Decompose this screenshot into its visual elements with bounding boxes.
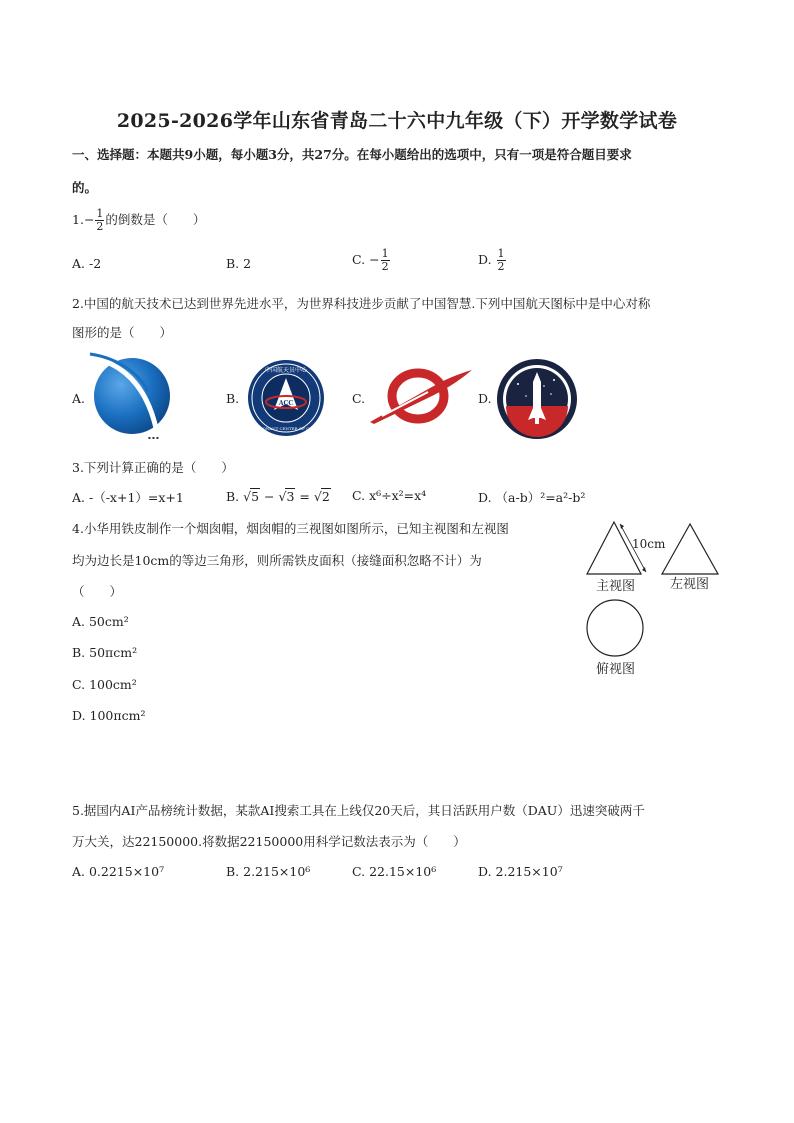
question-4-line3: （ ） bbox=[72, 584, 123, 599]
q5-option-d: D. 2.215×10⁷ bbox=[478, 864, 563, 879]
radicand: 3 bbox=[286, 489, 295, 504]
option-label: C. bbox=[352, 252, 366, 267]
denominator: 2 bbox=[96, 220, 104, 233]
q3-option-b: B. √5 − √3 = √2 bbox=[226, 489, 330, 504]
top-view-circle bbox=[587, 600, 643, 656]
minus-sign: − bbox=[260, 489, 279, 504]
q2-option-b: B. bbox=[226, 391, 240, 406]
dimension-label: 10cm bbox=[632, 537, 666, 551]
left-view-triangle bbox=[662, 524, 718, 574]
q1-option-a: A. -2 bbox=[72, 256, 102, 271]
q1-option-d bbox=[478, 248, 507, 273]
denominator: 2 bbox=[381, 260, 389, 273]
page-title: 2025-2026学年山东省青岛二十六中九年级（下）开学数学试卷 bbox=[116, 110, 678, 132]
left-view-label: 左视图 bbox=[670, 577, 710, 592]
question-4-line1: 4.小华用铁皮制作一个烟囱帽，烟囱帽的三视图如图所示，已知主视图和左视图 bbox=[72, 521, 509, 536]
option-label: D. bbox=[478, 252, 492, 267]
minus-sign: − bbox=[83, 212, 95, 227]
denominator: 2 bbox=[497, 260, 505, 273]
three-view-diagram bbox=[582, 518, 732, 684]
svg-text:▪ ▪ ▪: ▪ ▪ ▪ bbox=[148, 435, 159, 440]
numerator: 1 bbox=[96, 207, 104, 220]
q4-option-c: C. 100cm² bbox=[72, 677, 137, 692]
q2-option-c: C. bbox=[352, 391, 366, 406]
section-header-line1: 一、选择题：本题共9小题，每小题3分，共27分。在每小题给出的选项中，只有一项是符合题目要求 bbox=[72, 147, 632, 162]
equals-sign: = bbox=[295, 489, 314, 504]
q4-option-a: A. 50cm² bbox=[72, 614, 129, 629]
question-2-line1: 2.中国的航天技术已达到世界先进水平，为世界科技进步贡献了中国智慧.下列中国航天图标中是中心对称 bbox=[72, 296, 651, 311]
fraction bbox=[95, 208, 104, 233]
badge-bottom-text: ASTRONAUT CENTER OF CHINA bbox=[251, 426, 321, 431]
globe-logo-icon bbox=[88, 352, 174, 440]
radicand: 5 bbox=[251, 489, 260, 504]
q4-option-d: D. 100πcm² bbox=[72, 708, 146, 723]
question-5-line1: 5.据国内AI产品榜统计数据，某款AI搜索工具在上线仅20天后，其日活跃用户数（DAU）迅速突破两千 bbox=[72, 803, 645, 818]
q3-option-c: C. x⁶÷x²=x⁴ bbox=[352, 488, 427, 503]
question-2-line2: 图形的是（ ） bbox=[72, 325, 173, 340]
top-view-label: 俯视图 bbox=[596, 662, 636, 677]
minus-sign: − bbox=[369, 252, 380, 267]
radicand: 2 bbox=[321, 489, 330, 504]
fraction bbox=[497, 248, 506, 273]
q1-option-b: B. 2 bbox=[226, 256, 252, 271]
question-number: 1. bbox=[72, 212, 84, 227]
question-4-line2: 均为边长是10cm的等边三角形，则所需铁皮面积（接缝面积忽略不计）为 bbox=[72, 553, 482, 568]
astronaut-center-badge-icon bbox=[246, 358, 326, 438]
q5-option-a: A. 0.2215×10⁷ bbox=[72, 864, 165, 879]
question-5-line2: 万大关，达22150000.将数据22150000用科学记数法表示为（ ） bbox=[72, 834, 466, 849]
question-3-stem: 3.下列计算正确的是（ ） bbox=[72, 460, 234, 475]
question-text: 的倒数是（ ） bbox=[105, 212, 206, 227]
q4-option-b: B. 50πcm² bbox=[72, 645, 138, 660]
q5-option-c: C. 22.15×10⁶ bbox=[352, 864, 437, 879]
numerator: 1 bbox=[381, 247, 389, 260]
numerator: 1 bbox=[497, 247, 505, 260]
q5-option-b: B. 2.215×10⁶ bbox=[226, 864, 311, 879]
option-label: B. bbox=[226, 489, 240, 504]
q3-option-d: D. （a-b）²=a²-b² bbox=[478, 490, 586, 505]
section-header-line2: 的。 bbox=[72, 180, 98, 195]
fraction bbox=[381, 248, 390, 273]
q1-option-c bbox=[352, 248, 391, 273]
front-view-label: 主视图 bbox=[596, 579, 636, 594]
question-1-stem bbox=[72, 208, 205, 233]
q3-option-a: A. -（-x+1）=x+1 bbox=[72, 490, 184, 505]
badge-top-text: 中国航天员中心 bbox=[264, 367, 308, 374]
q2-option-d: D. bbox=[478, 391, 492, 406]
q2-option-a: A. bbox=[72, 391, 86, 406]
rocket-badge-icon bbox=[496, 358, 578, 440]
badge-center-text: ACC bbox=[278, 400, 294, 407]
red-orbit-logo-icon bbox=[368, 366, 472, 424]
